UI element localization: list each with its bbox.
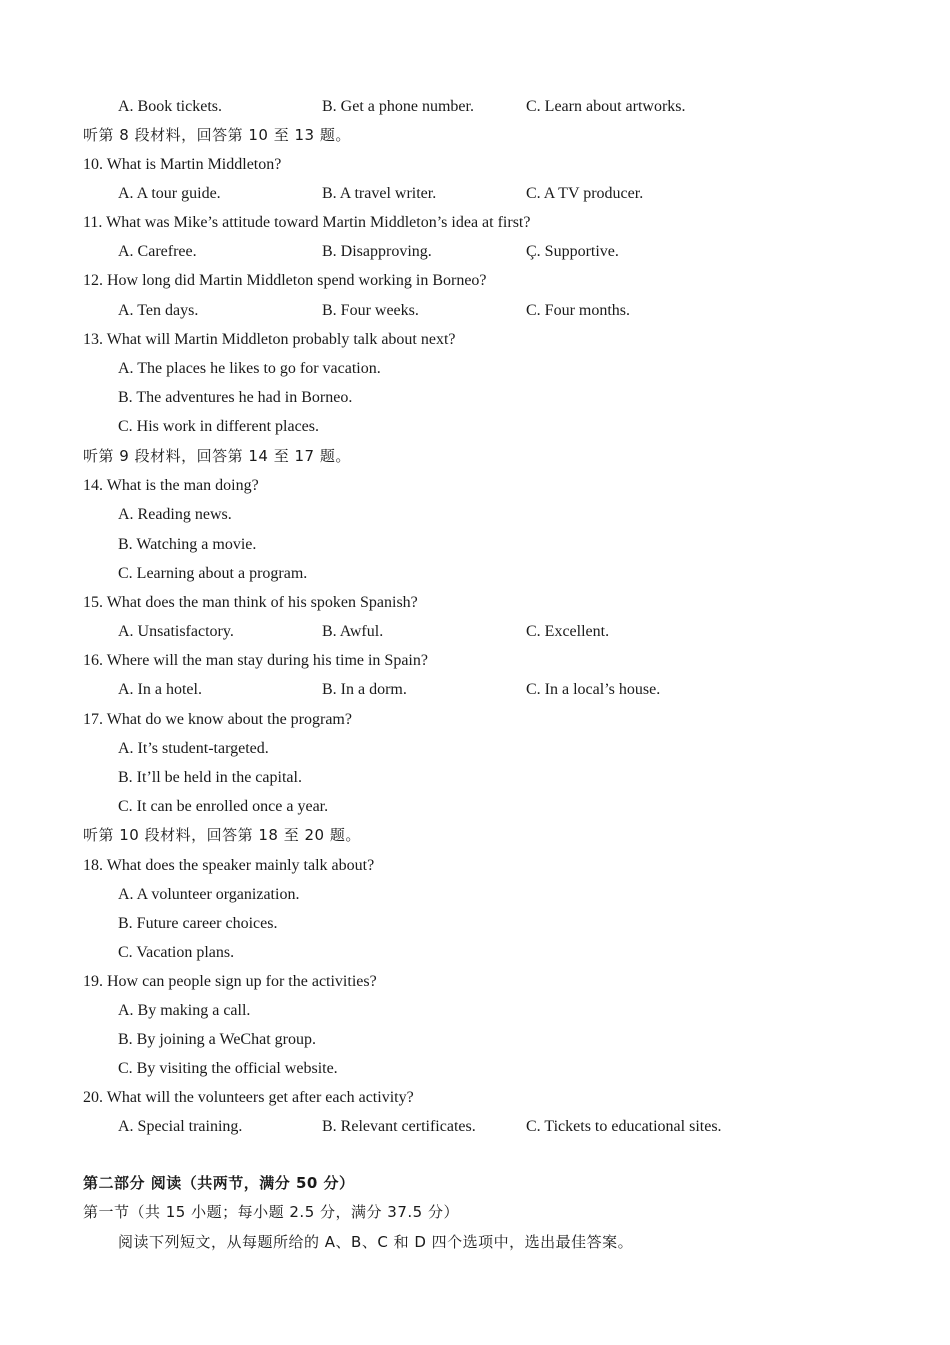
- question-17: 17. What do we know about the program?: [83, 711, 352, 728]
- option-a: A. It’s student-targeted.: [118, 740, 269, 757]
- option-a: A. Reading news.: [118, 506, 232, 523]
- option-c: Ç. Supportive.: [526, 243, 619, 260]
- option-a: A. Carefree.: [118, 243, 197, 260]
- option-a: A. Ten days.: [118, 302, 199, 319]
- section-heading: 第一节（共 15 小题；每小题 2.5 分，满分 37.5 分）: [83, 1203, 459, 1221]
- section-instruction: 听第 9 段材料，回答第 14 至 17 题。: [83, 447, 351, 465]
- option-b: B. Awful.: [322, 623, 384, 640]
- option-c: C. Tickets to educational sites.: [526, 1118, 722, 1135]
- option-c: C. By visiting the official website.: [118, 1060, 338, 1077]
- option-b: B. It’ll be held in the capital.: [118, 769, 302, 786]
- reading-instruction: 阅读下列短文，从每题所给的 A、B、C 和 D 四个选项中，选出最佳答案。: [118, 1233, 634, 1251]
- section-instruction: 听第 8 段材料，回答第 10 至 13 题。: [83, 126, 351, 144]
- option-b: B. A travel writer.: [322, 185, 437, 202]
- option-c: C. Learn about artworks.: [526, 98, 686, 115]
- option-b: B. By joining a WeChat group.: [118, 1031, 316, 1048]
- option-a: A. A tour guide.: [118, 185, 221, 202]
- option-c: C. Four months.: [526, 302, 631, 319]
- option-c: C. Learning about a program.: [118, 565, 308, 582]
- option-c: C. A TV producer.: [526, 185, 644, 202]
- question-10: 10. What is Martin Middleton?: [83, 156, 282, 173]
- question-14: 14. What is the man doing?: [83, 477, 259, 494]
- option-b: B. Four weeks.: [322, 302, 419, 319]
- option-a: A. Book tickets.: [118, 98, 222, 115]
- option-a: A. In a hotel.: [118, 681, 202, 698]
- option-b: B. The adventures he had in Borneo.: [118, 389, 353, 406]
- question-19: 19. How can people sign up for the activities?: [83, 973, 377, 990]
- option-b: B. Disapproving.: [322, 243, 432, 260]
- option-b: B. In a dorm.: [322, 681, 407, 698]
- question-13: 13. What will Martin Middleton probably talk about next?: [83, 331, 456, 348]
- section-instruction: 听第 10 段材料，回答第 18 至 20 题。: [83, 826, 361, 844]
- option-a: A. Unsatisfactory.: [118, 623, 234, 640]
- question-20: 20. What will the volunteers get after each activity?: [83, 1089, 414, 1106]
- option-b: B. Watching a movie.: [118, 536, 257, 553]
- option-b: B. Get a phone number.: [322, 98, 474, 115]
- option-b: B. Relevant certificates.: [322, 1118, 476, 1135]
- option-a: A. A volunteer organization.: [118, 886, 300, 903]
- part-heading: 第二部分 阅读（共两节，满分 50 分）: [83, 1174, 355, 1192]
- question-12: 12. How long did Martin Middleton spend working in Borneo?: [83, 272, 487, 289]
- option-c: C. It can be enrolled once a year.: [118, 798, 329, 815]
- option-c: C. In a local’s house.: [526, 681, 661, 698]
- option-a: A. Special training.: [118, 1118, 243, 1135]
- question-16: 16. Where will the man stay during his time in Spain?: [83, 652, 428, 669]
- option-a: A. By making a call.: [118, 1002, 251, 1019]
- question-18: 18. What does the speaker mainly talk about?: [83, 857, 375, 874]
- option-c: C. Excellent.: [526, 623, 610, 640]
- question-15: 15. What does the man think of his spoken Spanish?: [83, 594, 418, 611]
- option-c: C. His work in different places.: [118, 418, 319, 435]
- option-b: B. Future career choices.: [118, 915, 278, 932]
- question-11: 11. What was Mike’s attitude toward Martin Middleton’s idea at first?: [83, 214, 531, 231]
- option-a: A. The places he likes to go for vacation.: [118, 360, 381, 377]
- option-c: C. Vacation plans.: [118, 944, 235, 961]
